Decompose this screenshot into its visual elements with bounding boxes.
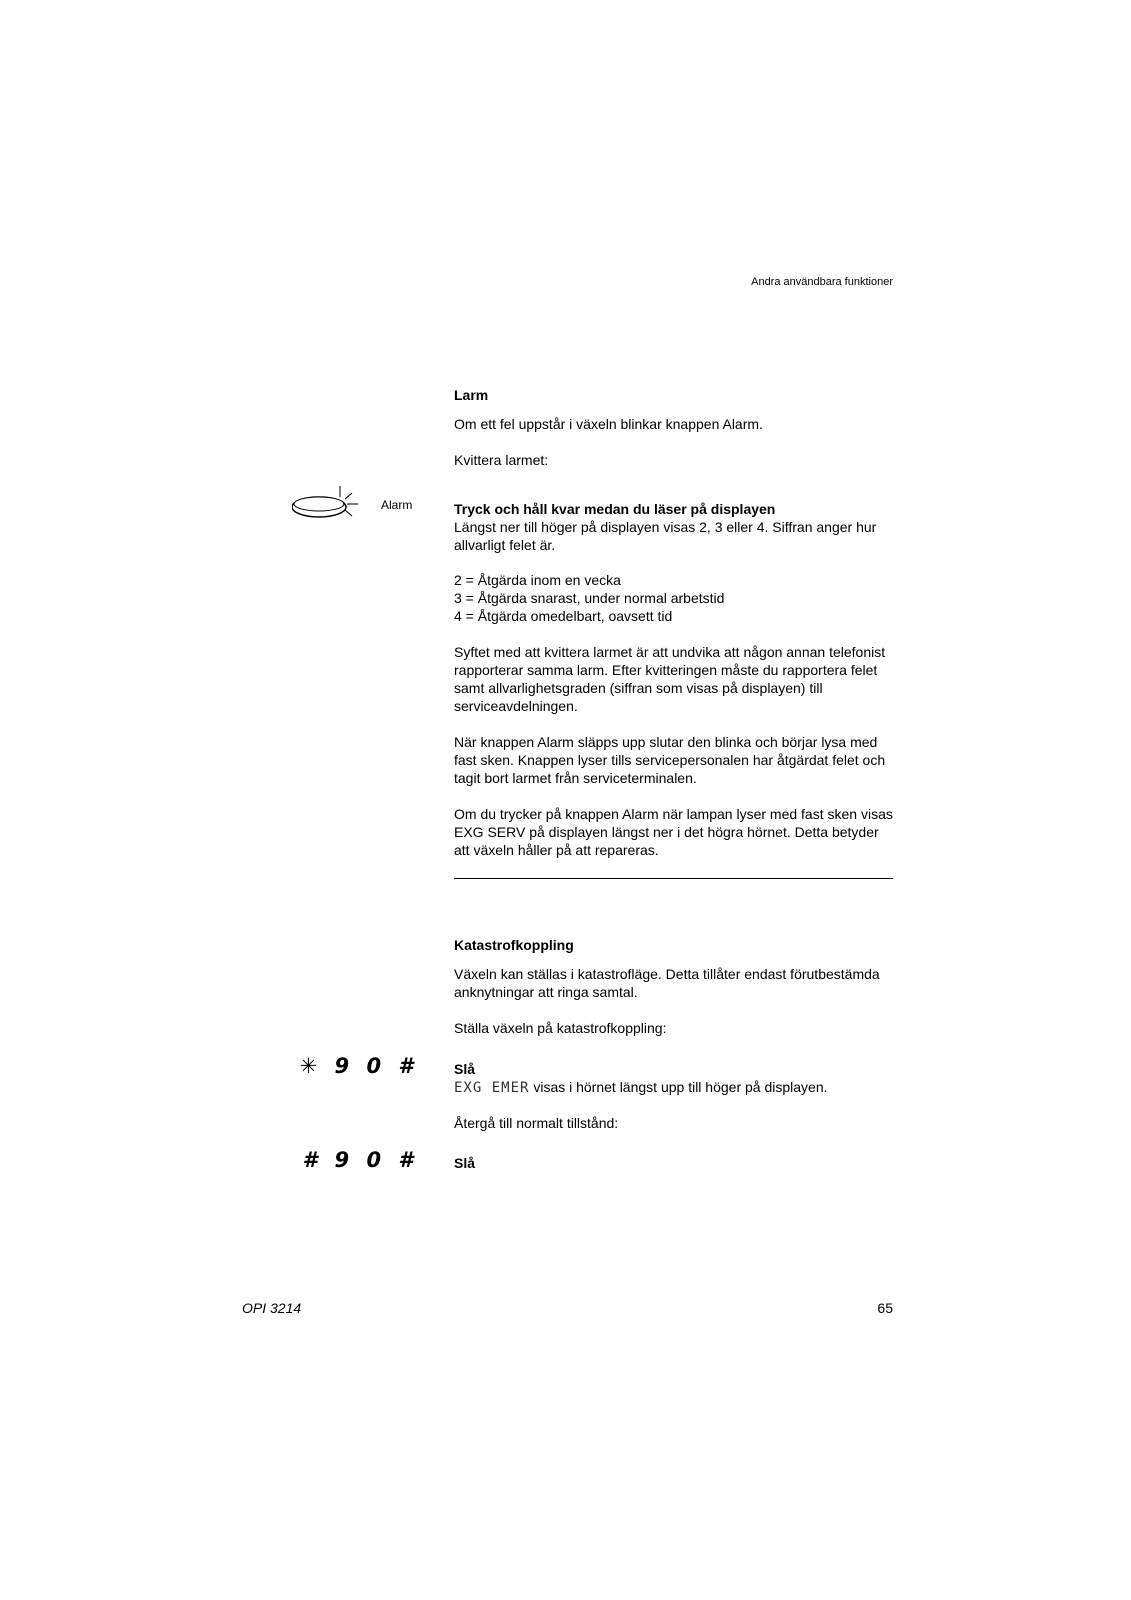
- larm-intro: Om ett fel uppstår i växeln blinkar knappen Alarm.: [454, 416, 763, 432]
- instruction-text: Längst ner till höger på displayen visas 2, 3 eller 4. Siffran anger hur allvarligt felet är.: [454, 519, 877, 553]
- paragraph-release: När knappen Alarm släpps upp slutar den blinka och börjar lysa med fast sken. Knappen lyser tills servicepersonalen har åtgärdat felet och tagit bort larmet från serviceterminalen.: [454, 734, 886, 786]
- set-label: Ställa växeln på katastrofkoppling:: [454, 1020, 667, 1036]
- severity-item: 4 = Åtgärda omedelbart, oavsett tid: [454, 608, 673, 624]
- page-number: 65: [877, 1300, 893, 1316]
- keypad-sequence-reset: # 9 0 #: [302, 1148, 418, 1172]
- alarm-button-label: Alarm: [381, 498, 413, 512]
- acknowledge-label: Kvittera larmet:: [454, 452, 549, 468]
- section-divider: [454, 878, 893, 879]
- katastrof-intro: Växeln kan ställas i katastrofläge. Detta tillåter endast förutbestämda anknytningar att ringa samtal.: [454, 966, 880, 1000]
- running-header: Andra användbara funktioner: [751, 276, 893, 288]
- alarm-button-icon: [292, 484, 362, 522]
- set-action: Slå: [454, 1061, 476, 1077]
- severity-item: 2 = Åtgärda inom en vecka: [454, 572, 621, 588]
- display-text: EXG EMER: [454, 1080, 530, 1096]
- display-suffix: visas i hörnet längst upp till höger på displayen.: [529, 1079, 828, 1095]
- severity-item: 3 = Åtgärda snarast, under normal arbetstid: [454, 590, 725, 606]
- section-heading-katastrof: Katastrofkoppling: [454, 937, 574, 953]
- reset-label: Återgå till normalt tillstånd:: [454, 1115, 619, 1131]
- paragraph-repair: Om du trycker på knappen Alarm när lampan lyser med fast sken visas EXG SERV på displayen längst ner i det högra hörnet. Detta betyder att växeln håller på att repareras.: [454, 806, 893, 858]
- keypad-sequence-set: ✳ 9 0 #: [299, 1054, 418, 1078]
- severity-list: [454, 571, 894, 625]
- section-heading-larm: Larm: [454, 387, 489, 403]
- instruction-heading: Tryck och håll kvar medan du läser på displayen: [454, 501, 776, 517]
- reset-action: Slå: [454, 1155, 476, 1171]
- footer-model: OPI 3214: [242, 1300, 302, 1316]
- paragraph-purpose: Syftet med att kvittera larmet är att undvika att någon annan telefonist rapporterar samma larm. Efter kvitteringen måste du rapportera felet samt allvarlighetsgraden (siffran som visas på displayen) till serviceavdelningen.: [454, 644, 886, 714]
- display-info: [454, 1078, 894, 1097]
